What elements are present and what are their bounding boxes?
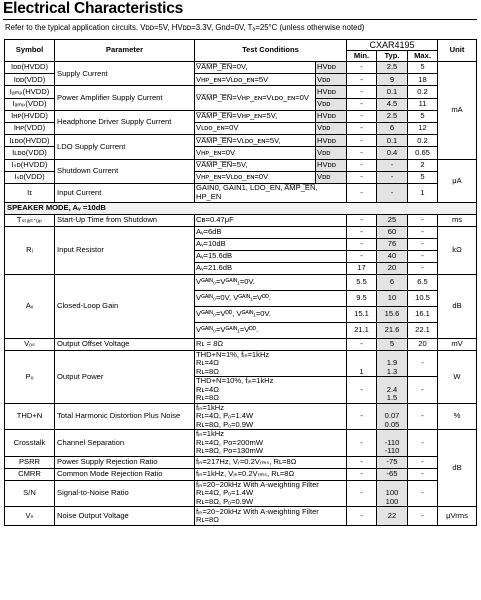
symbol-cell: Pₒ bbox=[5, 350, 55, 403]
typ-cell: 6 bbox=[377, 123, 408, 135]
supply-cell: HVᴅᴅ bbox=[316, 135, 347, 147]
max-cell: 20 bbox=[408, 338, 438, 350]
condition-cell: Vᴳᴬᴵᴺ₀=Vᴳᴬᴵᴺ₁=Vᴰᴰ. bbox=[195, 322, 347, 338]
min-cell: - bbox=[347, 135, 377, 147]
symbol-cell: Rᵢ bbox=[5, 226, 55, 274]
typ-cell: 100 100 bbox=[377, 480, 408, 507]
typ-cell: 6 bbox=[377, 274, 408, 290]
table-row bbox=[5, 159, 477, 171]
symbol-cell: Tₛₜₐᵣₜ-ᵤₚ bbox=[5, 214, 55, 226]
min-cell: 21.1 bbox=[347, 322, 377, 338]
header-min: Min. bbox=[347, 51, 377, 62]
conditions-note: Refer to the typical application circuits. Vᴅᴅ=5V, HVᴅᴅ=3.3V, Gnd=0V, Tₐ=25°C (unless otherwise noted) bbox=[5, 23, 365, 32]
condition-cell: fᵢₙ=20~20kHz With A-weighting Filter Rʟ=8Ω bbox=[195, 507, 347, 526]
min-cell: - bbox=[347, 86, 377, 98]
supply-cell: Vᴅᴅ bbox=[316, 74, 347, 86]
symbol-cell: CMRR bbox=[5, 468, 55, 480]
typ-cell: 2.5 bbox=[377, 62, 408, 74]
max-cell: 18 bbox=[408, 74, 438, 86]
max-cell: 2 bbox=[408, 159, 438, 171]
condition-cell: fᵢₙ=20~20kHz With A-weighting Filter Rʟ=4Ω, Pₒ=1.4W Rʟ=8Ω, Pₒ=0.9W bbox=[195, 480, 347, 507]
typ-cell: 10 bbox=[377, 290, 408, 306]
table-row bbox=[5, 135, 477, 147]
symbol-cell: Iₐₘₚ(HVDD) bbox=[5, 86, 55, 98]
typ-cell: -65 bbox=[377, 468, 408, 480]
parameter-cell: Noise Output Voltage bbox=[55, 507, 195, 526]
parameter-cell: Headphone Driver Supply Current bbox=[55, 110, 195, 134]
supply-cell: HVᴅᴅ bbox=[316, 159, 347, 171]
min-cell: - bbox=[347, 468, 377, 480]
min-cell: - bbox=[347, 74, 377, 86]
condition-cell: Vᴳᴬᴵᴺ₀=0V, Vᴳᴬᴵᴺ₁=Vᴰᴰ. bbox=[195, 290, 347, 306]
min-cell: - bbox=[347, 250, 377, 262]
condition-cell: V̅A̅M̅P̅_̅E̅N̅=5V, bbox=[195, 159, 316, 171]
max-cell: - bbox=[408, 238, 438, 250]
symbol-cell: Iₐₘₚ(VDD) bbox=[5, 98, 55, 110]
max-cell: 6.5 bbox=[408, 274, 438, 290]
table-row bbox=[5, 214, 477, 226]
typ-cell: - bbox=[377, 183, 408, 202]
min-cell: 15.1 bbox=[347, 306, 377, 322]
parameter-cell: Common Mode Rejection Ratio bbox=[55, 468, 195, 480]
max-cell: 5 bbox=[408, 62, 438, 74]
min-cell: 9.5 bbox=[347, 290, 377, 306]
max-cell: - bbox=[408, 214, 438, 226]
parameter-cell: Power Supply Rejection Ratio bbox=[55, 456, 195, 468]
page-title: Electrical Characteristics bbox=[3, 0, 184, 17]
max-cell: 1 bbox=[408, 183, 438, 202]
table-row bbox=[5, 403, 477, 430]
condition-cell: Rʟ = 8Ω bbox=[195, 338, 347, 350]
min-cell: 17 bbox=[347, 262, 377, 274]
unit-cell: % bbox=[438, 403, 477, 430]
speaker-mode-heading: SPEAKER MODE, Aᵥ =10dB bbox=[5, 202, 477, 214]
typ-cell: -110 -110 bbox=[377, 430, 408, 457]
unit-cell: mV bbox=[438, 338, 477, 350]
typ-cell: 2.5 bbox=[377, 110, 408, 122]
typ-cell: 40 bbox=[377, 250, 408, 262]
min-cell: - bbox=[347, 62, 377, 74]
condition-cell: Aᵥ=10dB bbox=[195, 238, 347, 250]
symbol-cell: Iɪ bbox=[5, 183, 55, 202]
max-cell: - bbox=[408, 226, 438, 238]
header-symbol: Symbol bbox=[5, 40, 55, 62]
symbol-cell: Crosstalk bbox=[5, 430, 55, 457]
min-cell: - bbox=[347, 238, 377, 250]
max-cell: 12 bbox=[408, 123, 438, 135]
parameter-cell: Total Harmonic Distortion Plus Noise bbox=[55, 403, 195, 430]
max-cell: - bbox=[408, 377, 438, 404]
supply-cell: Vᴅᴅ bbox=[316, 123, 347, 135]
condition-cell: fᵢₙ=1kHz Rʟ=4Ω, Pₒ=1.4W Rʟ=8Ω, Pₒ=0.9W bbox=[195, 403, 347, 430]
min-cell: - bbox=[347, 98, 377, 110]
table-row bbox=[5, 468, 477, 480]
max-cell: 11 bbox=[408, 98, 438, 110]
table-row bbox=[5, 226, 477, 238]
typ-cell: 60 bbox=[377, 226, 408, 238]
supply-cell: Vᴅᴅ bbox=[316, 98, 347, 110]
typ-cell: - bbox=[377, 159, 408, 171]
max-cell: - bbox=[408, 250, 438, 262]
condition-cell: fᵢₙ=217Hz, Vᵣ=0.2Vᵣₘₛ, Rʟ=8Ω bbox=[195, 456, 347, 468]
symbol-cell: Iᴅᴅ(VDD) bbox=[5, 74, 55, 86]
typ-cell: 0.4 bbox=[377, 147, 408, 159]
condition-cell: Vʜᴘ_ᴇɴ=Vʟᴅᴏ_ᴇɴ=0V bbox=[195, 171, 316, 183]
min-cell: - bbox=[347, 171, 377, 183]
unit-cell: dB bbox=[438, 274, 477, 338]
max-cell: - bbox=[408, 507, 438, 526]
symbol-cell: PSRR bbox=[5, 456, 55, 468]
max-cell: - bbox=[408, 456, 438, 468]
min-cell: - bbox=[347, 110, 377, 122]
supply-cell: Vᴅᴅ bbox=[316, 147, 347, 159]
max-cell: 22.1 bbox=[408, 322, 438, 338]
min-cell: - bbox=[347, 403, 377, 430]
typ-cell: 20 bbox=[377, 262, 408, 274]
symbol-cell: Iₛᴅ(HVDD) bbox=[5, 159, 55, 171]
condition-cell: V̅A̅M̅P̅_̅E̅N̅=0V, bbox=[195, 62, 316, 74]
condition-cell: V̅A̅M̅P̅_̅E̅N̅=Vʜᴘ_ᴇɴ=5V, bbox=[195, 110, 316, 122]
min-cell: - bbox=[347, 183, 377, 202]
typ-cell: 4.5 bbox=[377, 98, 408, 110]
max-cell: - bbox=[408, 403, 438, 430]
symbol-cell: S/N bbox=[5, 480, 55, 507]
table-row bbox=[5, 86, 477, 98]
typ-cell: 0.1 bbox=[377, 86, 408, 98]
parameter-cell: Power Amplifier Supply Current bbox=[55, 86, 195, 110]
supply-cell: HVᴅᴅ bbox=[316, 62, 347, 74]
unit-cell: kΩ bbox=[438, 226, 477, 274]
parameter-cell: Signal-to-Noise Ratio bbox=[55, 480, 195, 507]
header-max: Max. bbox=[408, 51, 438, 62]
condition-cell: Vʟᴅᴏ_ᴇɴ=0V bbox=[195, 123, 316, 135]
parameter-cell: Channel Separation bbox=[55, 430, 195, 457]
header-typ: Typ. bbox=[377, 51, 408, 62]
header-conditions: Test Conditions bbox=[195, 40, 347, 62]
max-cell: - bbox=[408, 480, 438, 507]
min-cell: 5.5 bbox=[347, 274, 377, 290]
typ-cell: 76 bbox=[377, 238, 408, 250]
condition-cell: Vᴳᴬᴵᴺ₀=Vᴳᴬᴵᴺ₁=0V. bbox=[195, 274, 347, 290]
unit-cell: W bbox=[438, 350, 477, 403]
header-unit: Unit bbox=[438, 40, 477, 62]
max-cell: 16.1 bbox=[408, 306, 438, 322]
min-cell: 1 bbox=[347, 350, 377, 377]
table-row bbox=[5, 507, 477, 526]
unit-cell: μVrms bbox=[438, 507, 477, 526]
condition-cell: THD+N=1%, fᵢₙ=1kHz Rʟ=4Ω Rʟ=8Ω bbox=[195, 350, 347, 377]
condition-cell: Aᵥ=6dB bbox=[195, 226, 347, 238]
max-cell: 10.5 bbox=[408, 290, 438, 306]
table-row bbox=[5, 274, 477, 290]
typ-cell: 2.4 1.5 bbox=[377, 377, 408, 404]
min-cell: - bbox=[347, 159, 377, 171]
typ-cell: 0.1 bbox=[377, 135, 408, 147]
symbol-cell: Aᵥ bbox=[5, 274, 55, 338]
unit-cell: dB bbox=[438, 430, 477, 507]
symbol-cell: Iʟᴅᴏ(HVDD) bbox=[5, 135, 55, 147]
max-cell: 0.2 bbox=[408, 86, 438, 98]
table-row bbox=[5, 183, 477, 202]
unit-cell: mA bbox=[438, 62, 477, 160]
typ-cell: 0.07 0.05 bbox=[377, 403, 408, 430]
parameter-cell: Closed-Loop Gain bbox=[55, 274, 195, 338]
typ-cell: - bbox=[377, 171, 408, 183]
supply-cell: HVᴅᴅ bbox=[316, 86, 347, 98]
typ-cell: 25 bbox=[377, 214, 408, 226]
table-row bbox=[5, 62, 477, 74]
parameter-cell: Output Offset Voltage bbox=[55, 338, 195, 350]
supply-cell: Vᴅᴅ bbox=[316, 171, 347, 183]
condition-cell: Vʜᴘ_ᴇɴ=0V bbox=[195, 147, 316, 159]
condition-cell: V̅A̅M̅P̅_̅E̅N̅=Vʜᴘ_ᴇɴ=Vʟᴅᴏ_ᴇɴ=0V bbox=[195, 86, 316, 110]
max-cell: 0.65 bbox=[408, 147, 438, 159]
electrical-characteristics-table bbox=[4, 39, 477, 526]
parameter-cell: Shutdown Current bbox=[55, 159, 195, 183]
speaker-section bbox=[5, 214, 477, 526]
header-parameter: Parameter bbox=[55, 40, 195, 62]
condition-cell: Cʙ=0.47μF bbox=[195, 214, 347, 226]
title-underline bbox=[3, 19, 477, 20]
condition-cell: Aᵥ=15.6dB bbox=[195, 250, 347, 262]
supply-section bbox=[5, 62, 477, 203]
unit-cell: μA bbox=[438, 159, 477, 202]
table-row bbox=[5, 338, 477, 350]
max-cell: - bbox=[408, 262, 438, 274]
max-cell: 0.2 bbox=[408, 135, 438, 147]
min-cell: - bbox=[347, 377, 377, 404]
typ-cell: 1.9 1.3 bbox=[377, 350, 408, 377]
unit-cell: ms bbox=[438, 214, 477, 226]
typ-cell: 15.6 bbox=[377, 306, 408, 322]
table-row bbox=[5, 480, 477, 507]
parameter-cell: Supply Current bbox=[55, 62, 195, 86]
symbol-cell: Iʟᴅᴏ(VDD) bbox=[5, 147, 55, 159]
header-part-number: CXAR4195 bbox=[347, 40, 438, 51]
symbol-cell: Iʜᴘ(HVDD) bbox=[5, 110, 55, 122]
parameter-cell: Output Power bbox=[55, 350, 195, 403]
typ-cell: 9 bbox=[377, 74, 408, 86]
table-row bbox=[5, 110, 477, 122]
condition-cell: GAIN0, GAIN1, LDO_EN, A̅M̅P̅_̅E̅N̅, HP_EN bbox=[195, 183, 347, 202]
parameter-cell: LDO Supply Current bbox=[55, 135, 195, 159]
typ-cell: 22 bbox=[377, 507, 408, 526]
symbol-cell: Iₛᴅ(VDD) bbox=[5, 171, 55, 183]
max-cell: - bbox=[408, 468, 438, 480]
table-row bbox=[5, 430, 477, 457]
supply-cell: HVᴅᴅ bbox=[316, 110, 347, 122]
min-cell: - bbox=[347, 430, 377, 457]
max-cell: 5 bbox=[408, 171, 438, 183]
parameter-cell: Input Resistor bbox=[55, 226, 195, 274]
parameter-cell: Start-Up Time from Shutdown bbox=[55, 214, 195, 226]
condition-cell: fᵢₙ=1kHz, Vᵢₙ=0.2Vᵣₘₛ, Rʟ=8Ω bbox=[195, 468, 347, 480]
symbol-cell: Vₙ bbox=[5, 507, 55, 526]
symbol-cell: Iʜᴘ(VDD) bbox=[5, 123, 55, 135]
condition-cell: V̅A̅M̅P̅_̅E̅N̅=Vʟᴅᴏ_ᴇɴ=5V, bbox=[195, 135, 316, 147]
condition-cell: THD+N=10%, fᵢₙ=1kHz Rʟ=4Ω Rʟ=8Ω bbox=[195, 377, 347, 404]
min-cell: - bbox=[347, 338, 377, 350]
max-cell: - bbox=[408, 430, 438, 457]
symbol-cell: Iᴅᴅ(HVDD) bbox=[5, 62, 55, 74]
max-cell: 5 bbox=[408, 110, 438, 122]
min-cell: - bbox=[347, 226, 377, 238]
max-cell: - bbox=[408, 350, 438, 377]
table-row bbox=[5, 350, 477, 377]
condition-cell: Vʜᴘ_ᴇɴ=Vʟᴅᴏ_ᴇɴ=5V bbox=[195, 74, 316, 86]
symbol-cell: THD+N bbox=[5, 403, 55, 430]
min-cell: - bbox=[347, 147, 377, 159]
min-cell: - bbox=[347, 507, 377, 526]
condition-cell: Aᵥ=21.6dB bbox=[195, 262, 347, 274]
min-cell: - bbox=[347, 123, 377, 135]
min-cell: - bbox=[347, 456, 377, 468]
parameter-cell: Input Current bbox=[55, 183, 195, 202]
typ-cell: -75 bbox=[377, 456, 408, 468]
min-cell: - bbox=[347, 214, 377, 226]
symbol-cell: Vₒₛ bbox=[5, 338, 55, 350]
condition-cell: Vᴳᴬᴵᴺ₀=Vᴰᴰ, Vᴳᴬᴵᴺ₁=0V. bbox=[195, 306, 347, 322]
min-cell: - bbox=[347, 480, 377, 507]
condition-cell: fᵢₙ=1kHz Rʟ=4Ω, Po=200mW Rʟ=8Ω, Po=130mW bbox=[195, 430, 347, 457]
table-row bbox=[5, 456, 477, 468]
typ-cell: 21.6 bbox=[377, 322, 408, 338]
typ-cell: 5 bbox=[377, 338, 408, 350]
